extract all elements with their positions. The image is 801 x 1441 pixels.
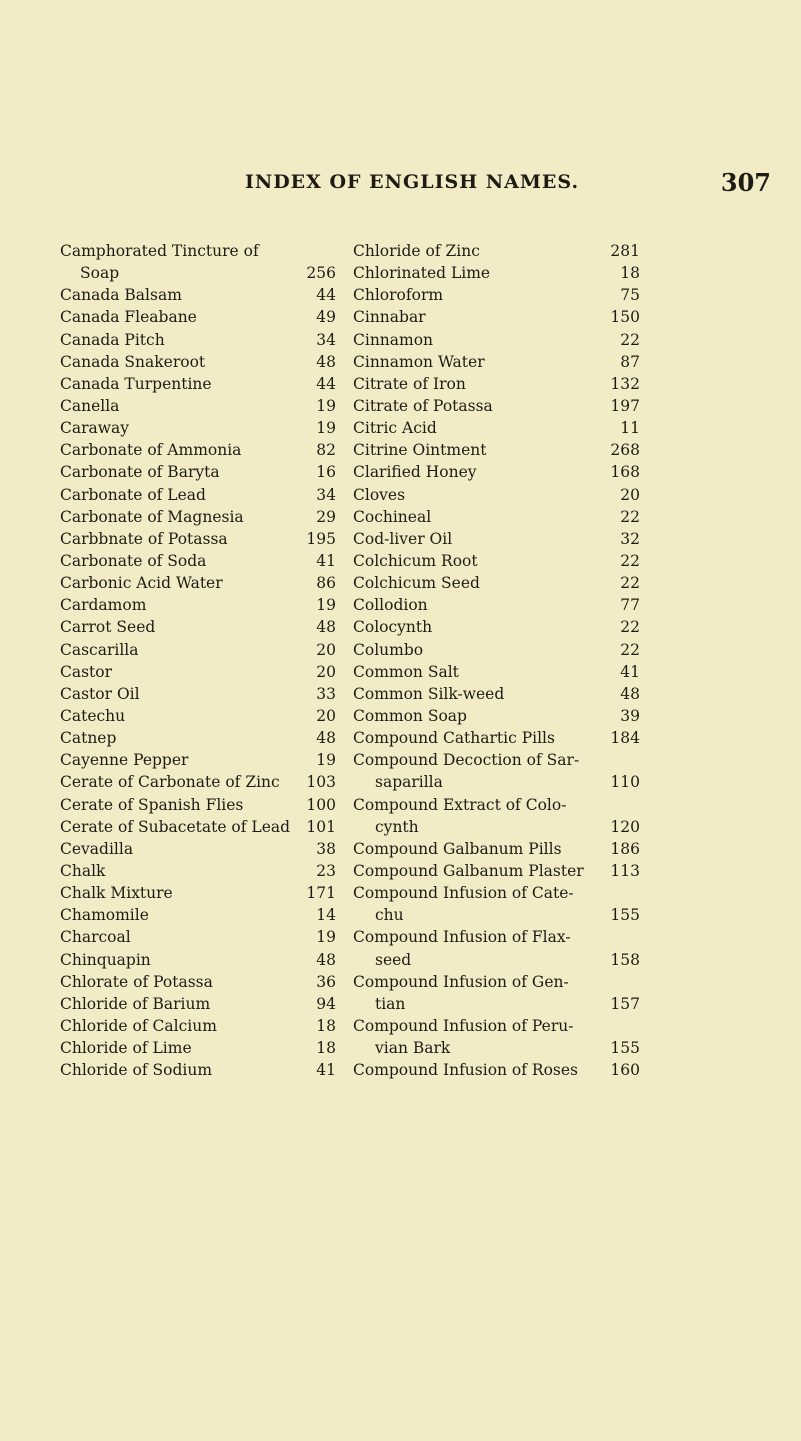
entry-name: saparilla [375,773,443,792]
entry-name: Citrine Ointment [353,441,487,460]
entry-name: Compound Infusion of Flax- [353,928,571,947]
entry-name: Canella [60,396,120,415]
index-entry [353,240,640,262]
entry-page-number: 281 [610,242,640,260]
entry-name: seed [375,950,412,969]
entry-page-number: 20 [316,640,336,659]
entry-name: Common Silk-weed [353,684,505,703]
index-entry [60,838,336,860]
index-entry [353,484,640,506]
index-entry [60,816,336,838]
entry-page-number: 41 [316,1061,336,1080]
index-entry [60,1015,336,1037]
entry-page-number: 19 [316,419,336,438]
index-entry [353,860,640,882]
entry-page-number: 19 [316,928,336,947]
entry-page-number: 110 [610,773,640,792]
index-entry [60,949,336,971]
entry-page-number: 256 [306,264,336,283]
entry-page-number: 20 [316,662,336,681]
entry-page-number: 87 [620,352,640,371]
index-entry [353,882,640,904]
entry-name: Colocynth [353,618,433,637]
entry-page-number: 34 [316,485,336,504]
entry-name: Chloride of Barium [60,994,211,1013]
index-entry [60,262,336,284]
index-entry [60,661,336,683]
entry-name: Chloride of Sodium [60,1061,213,1080]
entry-page-number: 14 [316,906,336,925]
entry-page-number: 32 [620,529,640,548]
index-entry [60,461,336,483]
entry-page-number: 22 [620,507,640,526]
entry-name: Soap [80,264,120,283]
index-entry [353,683,640,705]
index-entry [353,351,640,373]
entry-page-number: 41 [620,662,640,681]
index-entry [353,904,640,926]
entry-page-number: 22 [620,574,640,593]
index-entry [60,528,336,550]
entry-page-number: 168 [610,463,640,482]
entry-page-number: 94 [316,994,336,1013]
entry-name: Chloride of Calcium [60,1016,217,1035]
entry-name: Columbo [353,640,424,659]
entry-page-number: 29 [316,507,336,526]
entry-page-number: 16 [316,463,336,482]
entry-name: Compound Infusion of Cate- [353,884,574,903]
entry-name: Cascarilla [60,640,139,659]
entry-name: vian Bark [375,1039,451,1058]
index-entry [60,329,336,351]
entry-page-number: 39 [620,706,640,725]
index-entry [353,262,640,284]
index-entry [353,1015,640,1037]
entry-name: Carbbnate of Potassa [60,529,228,548]
entry-page-number: 195 [306,529,336,548]
index-entry [60,240,336,262]
index-entry [353,838,640,860]
index-entry [60,616,336,638]
entry-name: Carrot Seed [60,618,156,637]
entry-page-number: 186 [610,839,640,858]
entry-name: Cinnamon [353,330,434,349]
entry-name: Canada Pitch [60,330,165,349]
index-entry [353,506,640,528]
index-entry [353,528,640,550]
entry-page-number: 36 [316,972,336,991]
entry-name: Castor Oil [60,684,140,703]
entry-name: Cevadilla [60,839,134,858]
index-entry [353,572,640,594]
entry-page-number: 20 [620,485,640,504]
page-header [0,168,801,201]
entry-page-number: 22 [620,640,640,659]
entry-name: Compound Infusion of Roses [353,1061,579,1080]
index-entry [60,971,336,993]
index-entry [60,705,336,727]
entry-page-number: 48 [620,684,640,703]
entry-page-number: 44 [316,286,336,305]
entry-name: Chloride of Lime [60,1039,192,1058]
index-entry [60,395,336,417]
entry-name: Cloves [353,485,406,504]
entry-page-number: 48 [316,352,336,371]
entry-page-number: 22 [620,551,640,570]
index-entry [60,550,336,572]
index-entry [60,1059,336,1081]
index-entry [60,439,336,461]
entry-name: Carbonate of Lead [60,485,206,504]
index-entry [60,484,336,506]
index-entry [353,461,640,483]
entry-page-number: 48 [316,618,336,637]
entry-page-number: 18 [316,1039,336,1058]
entry-page-number: 48 [316,950,336,969]
page-number: 307 [720,168,771,197]
index-entry [353,639,640,661]
entry-name: Canada Balsam [60,286,182,305]
entry-page-number: 49 [316,308,336,327]
entry-name: Citrate of Iron [353,374,466,393]
index-entry [60,572,336,594]
entry-name: Compound Cathartic Pills [353,729,555,748]
index-entry [60,771,336,793]
index-entry [60,882,336,904]
entry-name: Cochineal [353,507,432,526]
entry-name: Compound Extract of Colo- [353,795,567,814]
entry-page-number: 157 [610,994,640,1013]
index-entry [353,439,640,461]
index-entry [60,306,336,328]
index-entry [353,705,640,727]
entry-name: Carbonic Acid Water [60,574,223,593]
entry-page-number: 77 [620,596,640,615]
entry-name: Carbonate of Baryta [60,463,220,482]
entry-name: Chalk Mixture [60,884,173,903]
index-entry [60,860,336,882]
entry-name: Cerate of Subacetate of Lead [60,817,291,836]
index-entry [60,351,336,373]
entry-page-number: 34 [316,330,336,349]
entry-name: Castor [60,662,113,681]
index-entry [353,926,640,948]
entry-page-number: 11 [620,419,640,438]
index-entry [353,373,640,395]
entry-name: Collodion [353,596,428,615]
entry-name: Chlorinated Lime [353,264,491,283]
index-entry [353,284,640,306]
entry-page-number: 171 [306,884,336,903]
index-entry [353,329,640,351]
entry-page-number: 33 [316,684,336,703]
index-entry [353,306,640,328]
entry-name: Catechu [60,706,126,725]
entry-name: Camphorated Tincture of [60,242,259,260]
entry-name: Compound Infusion of Gen- [353,972,569,991]
entry-page-number: 268 [610,441,640,460]
entry-name: Colchicum Seed [353,574,480,593]
index-entry [353,816,640,838]
entry-page-number: 18 [620,264,640,283]
index-entry [60,594,336,616]
index-entry [353,1037,640,1059]
index-entry [60,904,336,926]
entry-name: Citrate of Potassa [353,396,493,415]
entry-name: Cerate of Carbonate of Zinc [60,773,280,792]
entry-page-number: 103 [306,773,336,792]
entry-name: Carbonate of Magnesia [60,507,244,526]
index-entry [353,616,640,638]
entry-page-number: 19 [316,751,336,770]
index-entry [353,1059,640,1081]
entry-page-number: 38 [316,839,336,858]
entry-name: Cerate of Spanish Flies [60,795,244,814]
index-entry [353,550,640,572]
entry-name: Caraway [60,419,130,438]
entry-name: Cinnamon Water [353,352,485,371]
entry-name: Chalk [60,861,106,880]
entry-name: Chloroform [353,286,444,305]
index-entry [353,727,640,749]
entry-name: Catnep [60,729,117,748]
index-entry [353,395,640,417]
index-entry [60,284,336,306]
index-entry [353,417,640,439]
index-column-right [353,240,640,1081]
entry-name: cynth [375,817,419,836]
entry-page-number: 155 [610,906,640,925]
index-entry [60,794,336,816]
entry-page-number: 184 [610,729,640,748]
index-entry [60,373,336,395]
entry-page-number: 48 [316,729,336,748]
index-entry [353,594,640,616]
entry-name: Colchicum Root [353,551,478,570]
entry-page-number: 158 [610,950,640,969]
index-entry [60,749,336,771]
entry-page-number: 120 [610,817,640,836]
entry-name: Carbonate of Soda [60,551,207,570]
entry-name: Citric Acid [353,419,437,438]
index-entry [60,683,336,705]
entry-name: Cinnabar [353,308,426,327]
entry-page-number: 82 [316,441,336,460]
index-entry [60,639,336,661]
entry-name: chu [375,906,404,925]
entry-page-number: 18 [316,1016,336,1035]
entry-page-number: 86 [316,574,336,593]
index-column-left [60,240,336,1081]
entry-name: Canada Fleabane [60,308,197,327]
entry-page-number: 197 [610,396,640,415]
entry-name: Chinquapin [60,950,151,969]
entry-page-number: 113 [610,861,640,880]
entry-page-number: 100 [306,795,336,814]
entry-page-number: 23 [316,861,336,880]
index-entry [353,661,640,683]
entry-page-number: 160 [610,1061,640,1080]
index-entry [353,749,640,771]
index-entry [60,417,336,439]
entry-name: Cod-liver Oil [353,529,453,548]
index-entry [60,506,336,528]
index-entry [353,949,640,971]
entry-page-number: 75 [620,286,640,305]
entry-name: Compound Galbanum Plaster [353,861,584,880]
entry-name: Common Soap [353,706,467,725]
entry-name: Chlorate of Potassa [60,972,213,991]
entry-name: Compound Infusion of Peru- [353,1016,574,1035]
entry-page-number: 132 [610,374,640,393]
entry-name: Chloride of Zinc [353,242,480,260]
entry-name: Carbonate of Ammonia [60,441,242,460]
entry-name: Common Salt [353,662,459,681]
entry-page-number: 41 [316,551,336,570]
entry-name: Canada Snakeroot [60,352,206,371]
index-entry [353,794,640,816]
entry-name: Cayenne Pepper [60,751,189,770]
entry-name: tian [375,994,406,1013]
index-entry [60,993,336,1015]
entry-page-number: 44 [316,374,336,393]
entry-page-number: 22 [620,330,640,349]
entry-name: Chamomile [60,906,149,925]
index-entry [353,971,640,993]
entry-page-number: 19 [316,396,336,415]
entry-name: Charcoal [60,928,131,947]
entry-page-number: 155 [610,1039,640,1058]
entry-page-number: 19 [316,596,336,615]
entry-name: Compound Decoction of Sar- [353,751,580,770]
index-entry [60,926,336,948]
index-entry [353,993,640,1015]
index-entry [60,1037,336,1059]
entry-page-number: 22 [620,618,640,637]
entry-name: Clarified Honey [353,463,477,482]
entry-page-number: 101 [306,817,336,836]
entry-page-number: 20 [316,706,336,725]
entry-page-number: 150 [610,308,640,327]
entry-name: Cardamom [60,596,147,615]
index-entry [353,771,640,793]
entry-name: Compound Galbanum Pills [353,839,562,858]
entry-name: Canada Turpentine [60,374,212,393]
index-entry [60,727,336,749]
running-title: INDEX OF ENGLISH NAMES. [244,171,580,193]
